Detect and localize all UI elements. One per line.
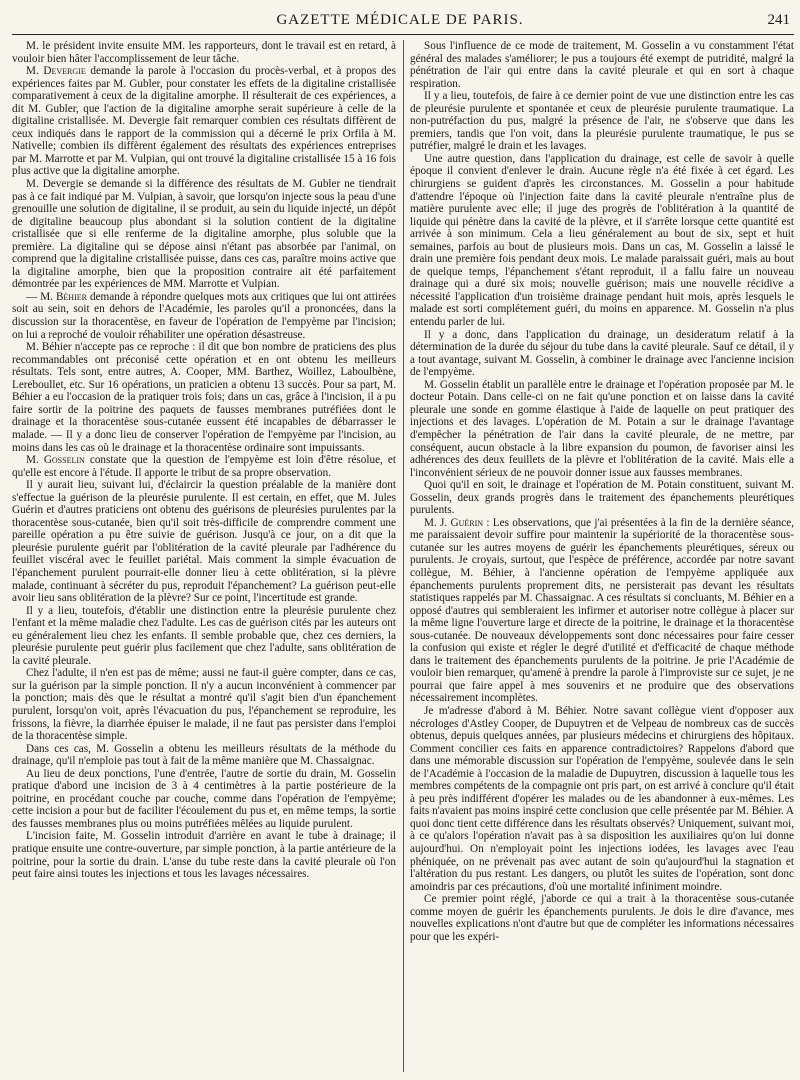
paragraph bbox=[12, 667, 396, 742]
paragraph bbox=[12, 479, 396, 604]
paragraph bbox=[410, 479, 794, 517]
journal-title: GAZETTE MÉDICALE DE PARIS. bbox=[276, 12, 524, 28]
paragraph bbox=[410, 705, 794, 893]
paragraph-text: Une autre question, dans l'application du drainage, est celle de savoir à quelle époque il convient d'enlever le drain. Aucune règle n'a été fixée à cet égard. Les chirurgiens se guident d'après les circonstances. M. Gosselin a pour habitude d'attendre l'époque où l'injection faite dans la cavité pleurale n'entraîne plus de matière purulente avec elle; il juge des progrès de l'oblitération à la quantité de liquide qui pénètre dans la cavité de la plèvre, et il s'arrête lorsque cette quantité est arrivée à son minimum. Cela a lieu généralement au bout de six, sept et huit semaines, parfois au bout de plusieurs mois. Dans un cas, M. Gosselin a laissé le drain une première fois pendant deux mois. Le malade paraissait guéri, mais au bout de quelque temps, l'épanchement s'étant reproduit, il a fallu faire un nouveau drainage qui a duré six mois; nouvelle guérison; mais une nouvelle récidive a nécessité l'application d'un troisième drainage pendant huit mois, après lesquels le malade est sorti complétement guéri, du moins en apparence. M. Gosselin n'a plus entendu parler de lui. bbox=[410, 152, 794, 329]
speaker-name: M. J. Guérin bbox=[424, 516, 484, 529]
column-divider bbox=[403, 40, 404, 1072]
paragraph bbox=[12, 830, 396, 880]
paragraph bbox=[12, 65, 396, 178]
paragraph-text: M. Devergie se demande si la différence des résultats de M. Gubler ne tiendrait pas à ce fait indiqué par M. Vulpian, à savoir, que lorsqu'on injecte sous la peau d'une grenouille une solution de digitaline, il se produit, au sein du liquide injecté, un dépôt de digitaline beaucoup plus abondant si la solution contient de la digitaline cristallisée que si elle renferme de la digitaline amorphe, plus soluble que la première. La digitaline qui se dépose ainsi n'étant pas absorbée par l'animal, on comprend que la digitaline cristallisée puisse, dans ces cas, paraître moins active que la digitaline amorphe, bien que la proposition contraire ait été parfaitement démontrée par les expériences de MM. Marrotte et Vulpian. bbox=[12, 178, 396, 291]
paragraph-text: Il y a lieu, toutefois, d'établir une distinction entre la pleurésie purulente chez l'enfant et la même maladie chez l'adulte. Les cas de guérison cités par les auteurs ont eu généralement lieu chez les enfants. Il semble probable que, chez ces derniers, la pleurésie purulente peut guérir plus facilement que chez l'adulte, sans oblitération de la cavité pleurale. bbox=[12, 604, 396, 667]
paragraph bbox=[12, 341, 396, 454]
header-rule bbox=[12, 34, 794, 35]
paragraph-text: Dans ces cas, M. Gosselin a obtenu les meilleurs résultats de la méthode du drainage, qu'il n'emploie pas tout à fait de la même manière que M. Chassaignac. bbox=[12, 742, 396, 768]
paragraph-text: Ce premier point réglé, j'aborde ce qui a trait à la thoracentèse sous-cutanée comme moyen de guérir les épanchements purulents. Je dois le dire d'avance, mes nouvelles explications n'ont d'autre but que de compléter les informations nécessaires pour que les expéri- bbox=[410, 893, 794, 943]
paragraph-text: Chez l'adulte, il n'en est pas de même; aussi ne faut-il guère compter, dans ce cas, sur la guérison par la simple ponction. Il n'y a aucun inconvénient à commencer par la ponction; mais dès que le résultat a montré qu'il s'agit bien d'un épanchement purulent, lorsqu'on voit, après l'évacuation du pus, l'épanchement se reproduire, les frissons, la fièvre, la diarrhée épuiser le malade, il ne faut pas persister dans l'emploi de la thoracentèse simple. bbox=[12, 667, 396, 743]
paragraph bbox=[12, 743, 396, 768]
paragraph bbox=[12, 40, 396, 65]
paragraph-text: M. le président invite ensuite MM. les rapporteurs, dont le travail est en retard, à vouloir bien hâter l'accomplissement de leur tâche. bbox=[12, 40, 396, 65]
paragraph-text: Quoi qu'il en soit, le drainage et l'opération de M. Potain constituent, suivant M. Gosselin, deux grands progrès dans le traitement des épanchements pleurétiques purulents. bbox=[410, 479, 794, 517]
speaker-name: M. Devergie bbox=[26, 65, 86, 78]
paragraph bbox=[410, 90, 794, 153]
paragraph bbox=[410, 40, 794, 90]
right-column bbox=[410, 40, 794, 1072]
paragraph-text: Au lieu de deux ponctions, l'une d'entrée, l'autre de sortie du drain, M. Gosselin pratique d'abord une incision de 3 à 4 centimètres à la partie postérieure de la poitrine, en procédant couche par couche, comme dans l'opération de l'empyème; cette incision a pour but de faciliter l'écoulement du pus et, en même temps, la sortie des fausses membranes plus ou moins putréfiées mêlées au liquide purulent. bbox=[12, 767, 396, 830]
paragraph bbox=[410, 517, 794, 705]
paragraph bbox=[410, 893, 794, 943]
paragraph-text: demande à répondre quelques mots aux critiques que lui ont attirées soit au sein, soit en dehors de l'Académie, les paroles qu'il a prononcées, dans la discussion sur la thoracentèse, en faveur de l'opération de l'empyème par l'incision; on lui a reproché de vouloir réhabiliter une opération désastreuse. bbox=[12, 290, 396, 341]
paragraph-text: demande la parole à l'occasion du procès-verbal, et à propos des expériences faites par M. Gubler, pour constater les effets de la digitaline cristallisée comparativement à ceux de la digitaline amorphe. Il résulterait de ces expériences, a dit M. Gubler, que l'action de la digitaline amorphe serait supérieure à celle de la digitaline cristallisée. M. Devergie fait remarquer combien ces résultats diffèrent de ceux indiqués dans le rapport de la commission qui a décerné le prix Orfila à M. Nativelle; combien ils diffèrent également des résultats des expériences entreprises par M. Marrotte et par M. Vulpian, qui ont trouvé la digitaline cristallisée 15 à 16 fois plus active que la digitaline amorphe. bbox=[12, 65, 396, 178]
paragraph bbox=[410, 379, 794, 479]
paragraph bbox=[12, 291, 396, 341]
paragraph bbox=[12, 454, 396, 479]
paragraph-text: Il y a donc, dans l'application du drainage, un desideratum relatif à la détermination de la durée du séjour du tube dans la cavité pleurale. Sauf ce détail, il y a tout avantage, suivant M. Gosselin, à combiner le drainage avec l'ancienne incision de l'empyème. bbox=[410, 328, 794, 379]
paragraph-text: M. Gosselin établit un parallèle entre le drainage et l'opération proposée par M. le docteur Potain. Dans celle-ci on ne fait qu'une ponction et on laisse dans la cavité pleurale une sonde en gomme élastique à l'aide de laquelle on peut pratiquer des injections et des lavages. L'opération de M. Potain a sur le drainage l'avantage d'empêcher la pénétration de l'air dans la cavité pleurale, de ne mettre, par conséquent, aucun obstacle à la libre expansion du poumon, de favoriser ainsi les adhérences des deux feuillets de la plèvre et l'oblitération de la cavité. Mais elle a l'inconvénient sérieux de ne pouvoir donner issue aux fausses membranes. bbox=[410, 378, 794, 479]
paragraph-text: Sous l'influence de ce mode de traitement, M. Gosselin a vu constamment l'état général des malades s'améliorer; le pus a toujours été exempt de putridité, malgré la pénétration de l'air qui entre dans la cavité pleurale et qui en sort à chaque respiration. bbox=[410, 40, 794, 90]
paragraph bbox=[12, 768, 396, 831]
paragraph-text: Il y a lieu, toutefois, de faire à ce dernier point de vue une distinction entre les cas de pleurésie purulente et spontanée et ceux de pleurésie purulente traumatique. La non-putréfaction du pus, malgré la présence de l'air, ne s'observe que dans les premiers, tandis que l'on voit, dans la pleurésie purulente traumatique, le pus se putréfier, malgré le drain et les lavages. bbox=[410, 90, 794, 153]
paragraph bbox=[410, 153, 794, 329]
paragraph bbox=[12, 178, 396, 291]
left-column bbox=[12, 40, 396, 1072]
paragraph-text: Il y aurait lieu, suivant lui, d'éclaircir la question préalable de la manière dont s'effectue la guérison de la pleurésie purulente. Il est certain, en effet, que M. Jules Guérin et d'autres praticiens ont obtenu des guérisons de pleurésies purulentes par la thoracentèse sous-cutanée, bien qu'il soit très-difficile de comprendre comment une pareille opération a pu être suivie de guérison. Jusqu'à ce jour, on a dit que la pleurésie purulente guérit par l'oblitération de la cavité pleurale par l'adhérence du feuillet viscéral avec le feuillet pariétal. Mais comment la simple évacuation de l'épanchement purulent pourrait-elle donner lieu à cette oblitération, si la plèvre malade, continuant à sécréter du pus, reproduit l'épanchement? La guérison peut-elle avoir lieu sans oblitération de la plèvre? Sur ce point, l'incertitude est grande. bbox=[12, 479, 396, 605]
page-number: 241 bbox=[767, 12, 790, 28]
paragraph bbox=[12, 605, 396, 668]
speaker-name: — M. Béhier bbox=[26, 290, 87, 303]
paragraph-text: M. Béhier n'accepte pas ce reproche : il dit que bon nombre de praticiens des plus recommandables ont préconisé cette opération et en ont obtenu les meilleurs résultats. Tels sont, entre autres, A. Cooper, MM. Barthez, Woillez, Laboulbène, Lereboullet, etc. Sur 16 opérations, un praticien a obtenu 13 succès. Pour sa part, M. Béhier a eu l'occasion de la pratiquer trois fois; dans un cas, grâce à l'incision, il a pu faire sortir de la poitrine des paquets de fausses membranes putréfiées dont le drainage et la thoracentèse sous-cutanée eussent été incapables de débarrasser le malade. — Il y a donc lieu de conserver l'opération de l'empyème par l'incision, au moins dans les cas où le drainage et la thoracentèse ordinaire sont impuissants. bbox=[12, 341, 396, 454]
paragraph-text: L'incision faite, M. Gosselin introduit d'arrière en avant le tube à drainage; il pratique ensuite une contre-ouverture, par simple ponction, à la partie antérieure de la poitrine, pour la sortie du drain. L'anse du tube reste dans la cavité pleurale où l'on peut faire ainsi toutes les injections et tous les lavages nécessaires. bbox=[12, 830, 396, 881]
paragraph bbox=[410, 329, 794, 379]
speaker-name: M. Gosselin bbox=[26, 454, 85, 467]
paragraph-text: : Les observations, que j'ai présentées à la fin de la dernière séance, me paraissaient devoir suffire pour maintenir la supériorité de la thoracentèse sous-cutanée sur les autres moyens de guérir les épanchements pleurétiques, séreux ou purulents. Je croyais, surtout, que l'espèce de préférence, accordée par notre savant collègue, M. Béhier, à l'ancienne opération de l'empyème appliquée aux épanchements purulents proprement dits, ne persisterait pas devant les résultats statistiques rappelés par M. Chassaignac. A ces résultats si concluants, M. Béhier en a opposé d'autres qui sembleraient les infirmer et autoriser notre collègue à placer sur la même ligne l'ouverture large et directe de la poitrine, le drainage et la thoracentèse sous-cutanée. De nouveaux développements sont donc nécessaires pour faire cesser la confusion qui existe et régler le degré d'utilité et d'efficacité de chaque méthode dans le traitement des épanchements purulents de la poitrine. Je prie l'Académie de vouloir bien remarquer, qu'amené à prendre la parole à l'improviste sur ce sujet, je ne pourrai que faire appel à mes souvenirs et ne produire que des observations nécessairement incomplètes. bbox=[410, 516, 794, 705]
paragraph-text: Je m'adresse d'abord à M. Béhier. Notre savant collègue vient d'opposer aux nécrologes d'Astley Cooper, de Dupuytren et de Velpeau de nombreux cas de succès obtenus, depuis quelques années, par plusieurs médecins et chirurgiens des hôpitaux. Comment concilier ces faits en apparence contradictoires? Rappelons d'abord que dans une mémorable discussion sur l'opération de l'empyème, soulevée dans le sein de l'Académie à l'occasion de la maladie de Dupuytren, discussion à laquelle tous les membres compétents de la compagnie ont pris part, on est arrivé à conclure qu'il était à peu près indifférent d'opérer les malades ou de les abandonner à eux-mêmes. Les faits n'avaient pas moins inspiré cette conclusion que celle présentée par M. Béhier. A quoi donc tient cette différence dans les résultats observés? Uniquement, suivant moi, à ce qu'alors l'opération n'avait pas à sa disposition les auxiliaires qu'on lui donne aujourd'hui. On n'employait point les injections iodées, les lavages avec l'eau phéniquée, on ne prévenait pas avec autant de soin qu'aujourd'hui la stagnation et l'altération du pus restant. Les dangers, ou plutôt les suites de l'opération, sont donc amoindris par ces précautions, d'où une mortalité infiniment moindre. bbox=[410, 704, 794, 893]
paragraph-text: constate que la question de l'empyème est loin d'être résolue, et qu'elle est encore à l'étude. Il apporte le tribut de sa propre observation. bbox=[12, 454, 396, 479]
